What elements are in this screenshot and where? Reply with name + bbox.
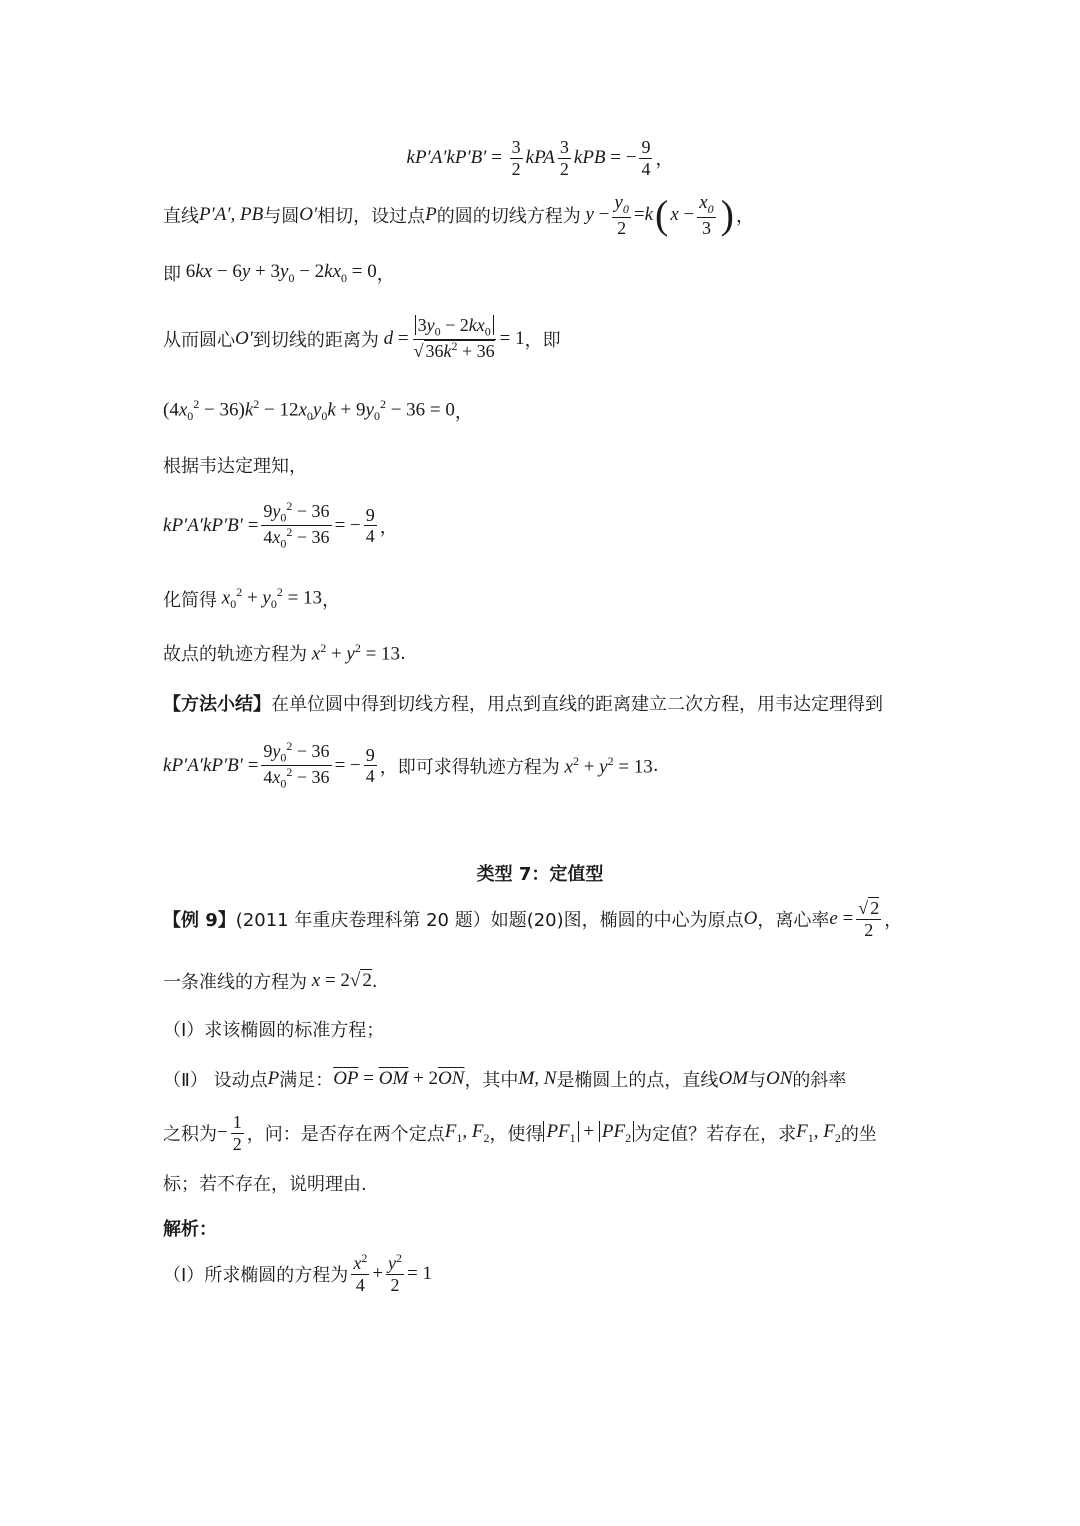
simplified-text: 化简得 $x_0^2 + y_0^2 = 13$ ， [163, 585, 341, 612]
tangent-line-text: 直线 P′A′, PB 与圆 O′ 相切，设过点 P 的圆的切线方程为 y − $\frac{y_0}{2}$ = k ( x − $\frac{x_0}{3}$ ) ， [163, 192, 754, 238]
slope-product-vieta: k P′A′ k P′B′ = $\frac{9y_0^2 - 36}{4x_0^2 - 36}$ = − $\frac{9}{4}$ ， [163, 499, 398, 551]
formula-slope-product: k P′A′ k P′B′ = $\frac{3}{2}$ k PA $\frac{3}{2}$ k PB = − $\frac{9}{4}$ ， [406, 137, 674, 179]
answer-1: （Ⅰ）所求椭圆的方程为 $\frac{x^2}{4}$ + $\frac{y^2}{2}$ = 1 [163, 1251, 432, 1295]
question-1: （Ⅰ）求该椭圆的标准方程； [163, 1020, 385, 1041]
locus-text: 故点的轨迹方程为 $x^2 + y^2 = 13$ . [163, 640, 406, 665]
quadratic-equation: $(4x_0^2 - 36)k^2 - 12x_0y_0k + 9y_0^2 - 36 = 0$ ， [163, 397, 473, 424]
solution-label: 解析： [163, 1219, 217, 1240]
vieta-text: 根据韦达定理知， [163, 456, 307, 477]
method-summary: 【方法小结】 在单位圆中得到切线方程，用点到直线的距离建立二次方程，用韦达定理得到 [163, 694, 883, 715]
section-heading: 类型 7：定值型 [476, 864, 604, 885]
question-2-end: 标；若不存在，说明理由. [163, 1174, 367, 1195]
method-summary-formula: k P′A′ k P′B′ = $\frac{9y_0^2 - 36}{4x_0^2 - 36}$ = − $\frac{9}{4}$ ，即可求得轨迹方程为 $x^2 + y^2 = 13$ . [163, 739, 659, 791]
distance-text: 从而圆心 O′ 到切线的距离为 d = $\frac{3y_0 - 2kx_0}{√ 36k^2 + 36}$ = 1 ，即 [163, 315, 561, 362]
directrix-text: 一条准线的方程为 x = 2√ 2 . [163, 970, 378, 993]
example-9-intro: 【例 9】 (2011 年重庆卷理科第 20 题）如题(20)图，椭圆的中心为原点 O ，离心率 e = $\frac{√ 2}{2}$ ， [163, 898, 903, 940]
tangent-equation-expanded: 即 $6kx - 6y + 3y_0 - 2kx_0 = 0$ ， [163, 260, 395, 285]
question-2: （Ⅱ） 设动点 P 满足： $\overline{OP} = \overline{OM} + 2\overline{ON}$ ，其中 M, N 是椭圆上的点，直线 OM 与 ON 的斜率 [163, 1068, 847, 1091]
question-2-cont: 之积为 − $\frac{1}{2}$ ，问：是否存在两个定点 $F_1$, $F_2$ ，使得 $PF_1 + PF_2$ 为定值？若存在，求 $F_1$, $F_2$ 的坐 [163, 1112, 877, 1154]
